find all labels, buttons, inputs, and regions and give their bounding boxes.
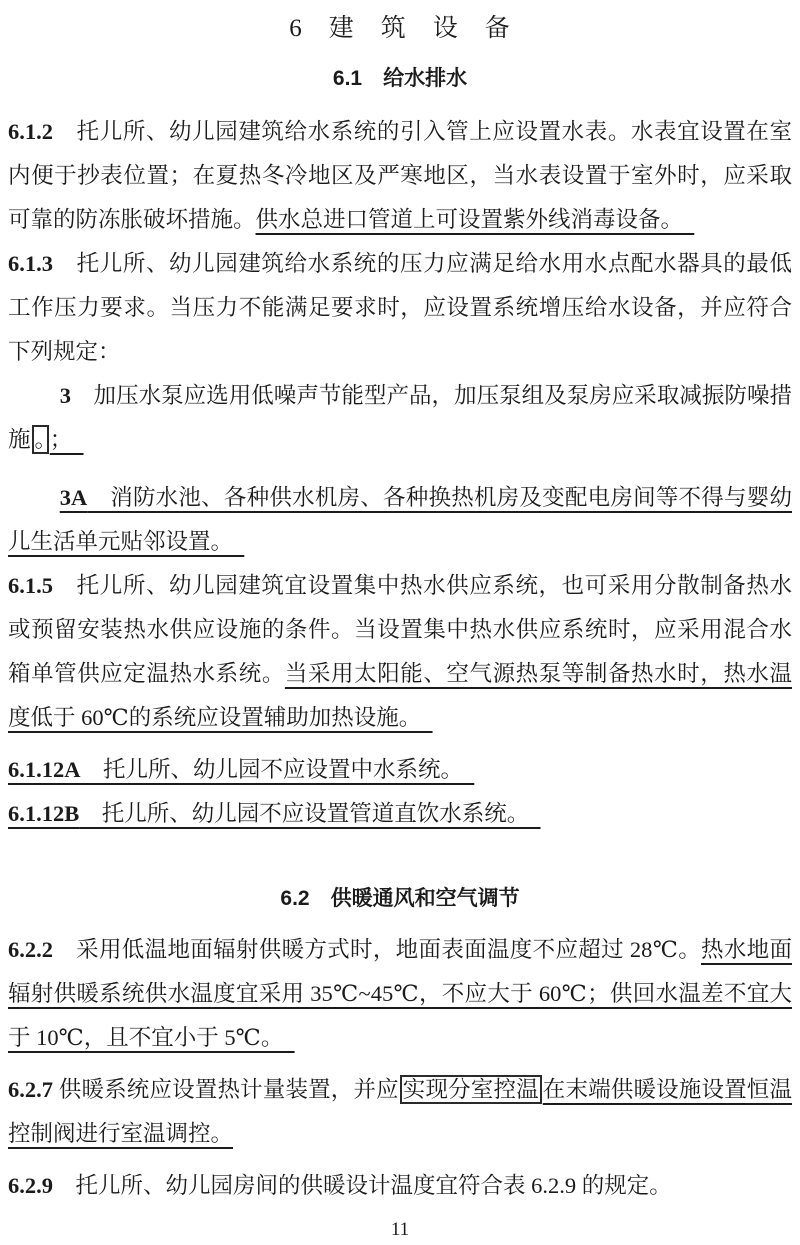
clause-6-1-12b — [8, 792, 792, 836]
item-3a — [8, 476, 792, 564]
clause-6-1-3 — [8, 242, 792, 374]
underlined-inserted-text: 6.1.12B — [8, 801, 80, 826]
underlined-inserted-text: ； — [49, 427, 84, 452]
text-run: 采用低温地面辐射供暖方式时，地面表面温度不应超过 28℃。 — [53, 937, 702, 962]
document-body — [8, 8, 792, 1208]
text-run: 6.1.5 — [8, 573, 53, 598]
text-run: 6 建 筑 设 备 — [289, 15, 511, 42]
clause-6-1-2 — [8, 110, 792, 242]
boxed-deleted-text: 实现分室控温 — [400, 1075, 542, 1104]
text-run: 托儿所、幼儿园建筑给水系统的引入管上应设置水表。水表宜设置在室内便于抄表位置；在夏热冬冷地区及严寒地区，当水表设置于室外时，应采取可靠的防冻胀破坏措施。 — [8, 119, 792, 232]
text-run: 6.2.7 — [8, 1077, 53, 1102]
underlined-inserted-text: 6.1.12A — [8, 757, 81, 782]
text-run: 6.1.2 — [8, 119, 53, 144]
clause-6-2-9 — [8, 1164, 792, 1208]
text-run: 6.1 给水排水 — [332, 67, 468, 90]
underlined-inserted-text: 热水地面辐射供暖系统供水温度宜采用 35℃~45℃，不应大于 60℃；供回水温差不宜大于 10℃，且不宜小于 5℃。 — [8, 937, 792, 1050]
page-number: 11 — [390, 1219, 410, 1240]
text-run: 托儿所、幼儿园建筑给水系统的压力应满足给水用水点配水器具的最低工作压力要求。当压力不能满足要求时，应设置系统增压给水设备，并应符合下列规定： — [8, 251, 792, 364]
text-run: 托儿所、幼儿园房间的供暖设计温度宜符合表 6.2.9 的规定。 — [53, 1173, 672, 1198]
text-run: 托儿所、幼儿园建筑宜设置集中热水供应系统，也可采用分散制备热水或预留安装热水供应设施的条件。当设置集中热水供应系统时，应采用混合水箱单管供应定温热水系统。 — [8, 573, 792, 686]
text-run: 3 — [59, 383, 71, 408]
text-run: 加压水泵应选用低噪声节能型产品，加压泵组及泵房应采取减振防噪措施 — [8, 383, 792, 452]
item-3 — [8, 374, 792, 462]
text-run: 6.2.2 — [8, 937, 53, 962]
underlined-inserted-text: 消防水池、各种供水机房、各种换热机房及变配电房间等不得与婴幼儿生活单元贴邻设置。 — [8, 485, 792, 554]
boxed-deleted-text: 。 — [32, 425, 49, 454]
text-run: 6.2 供暖通风和空气调节 — [280, 887, 520, 910]
chapter-title — [8, 8, 792, 44]
underlined-inserted-text: 3A — [59, 485, 88, 510]
clause-6-1-12a — [8, 748, 792, 792]
clause-6-2-7 — [8, 1068, 792, 1156]
text-run: 供暖系统应设置热计量装置，并应 — [53, 1077, 399, 1102]
section-title-6-1 — [8, 62, 792, 92]
section-title-6-2 — [8, 882, 792, 912]
text-run: 6.1.3 — [8, 251, 53, 276]
underlined-inserted-text: 在末端供暖设施设置恒温控制阀进行室温调控。 — [8, 1077, 792, 1146]
underlined-inserted-text: 托儿所、幼儿园不应设置管道直饮水系统。 — [79, 801, 541, 826]
underlined-inserted-text: 供水总进口管道上可设置紫外线消毒设备。 — [255, 207, 695, 232]
clause-6-2-2 — [8, 928, 792, 1060]
text-run: 6.2.9 — [8, 1173, 53, 1198]
underlined-inserted-text: 托儿所、幼儿园不应设置中水系统。 — [80, 757, 475, 782]
underlined-inserted-text: 当采用太阳能、空气源热泵等制备热水时，热水温度低于 60℃的系统应设置辅助加热设施。 — [8, 661, 792, 730]
clause-6-1-5 — [8, 564, 792, 740]
